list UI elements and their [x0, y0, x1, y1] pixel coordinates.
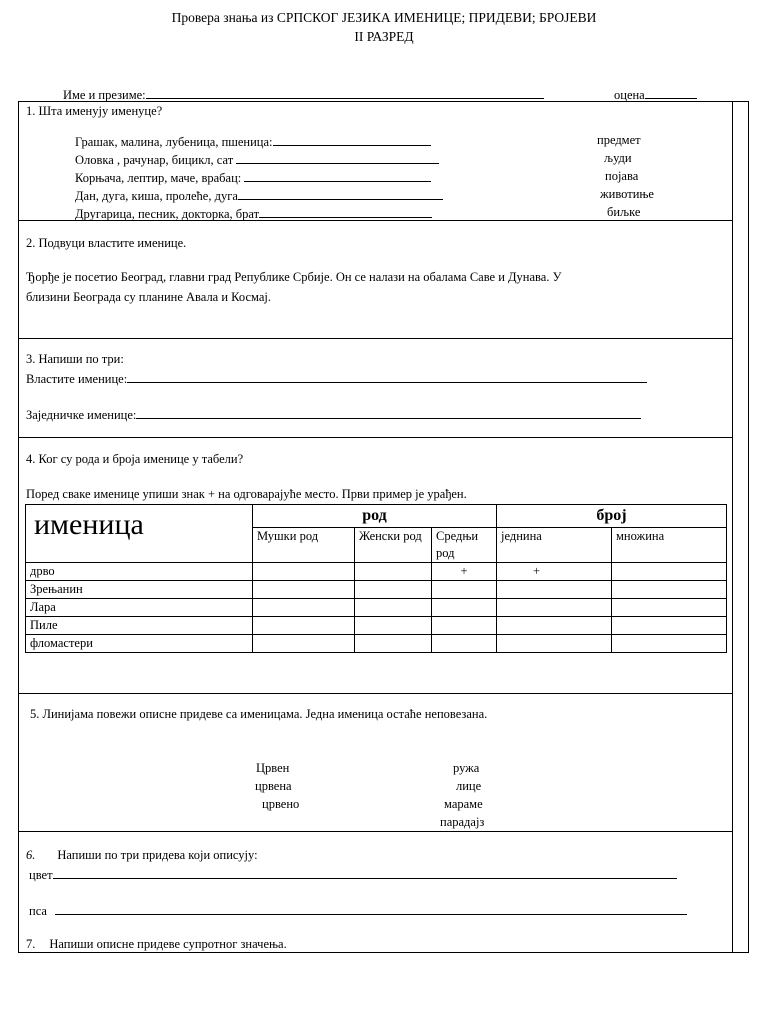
q1-category: животиње — [600, 187, 654, 201]
answer-cell[interactable] — [253, 599, 355, 617]
name-label: Име и презиме: — [63, 88, 146, 102]
answer-cell[interactable] — [432, 635, 497, 653]
q1-category: предмет — [597, 133, 641, 147]
table-row — [26, 563, 727, 581]
q5-adjective[interactable]: Црвен — [256, 761, 290, 775]
q1-item: Корњача, лептир, маче, врабац: — [75, 169, 431, 186]
answer-cell[interactable] — [355, 617, 432, 635]
q6-flower-row: цвет — [29, 866, 677, 883]
q3-heading: 3. Напиши по три: — [26, 352, 124, 366]
q1-answer-blank[interactable] — [259, 205, 432, 218]
answer-cell[interactable] — [497, 635, 612, 653]
q5-noun[interactable]: лице — [456, 779, 482, 793]
divider — [18, 437, 733, 438]
answer-cell[interactable] — [253, 617, 355, 635]
q7-number: 7. — [26, 937, 36, 951]
col-header-noun: именица — [26, 505, 253, 563]
row-noun: Пиле — [26, 617, 253, 635]
answer-cell[interactable] — [355, 635, 432, 653]
q6-dog-row: пса — [29, 902, 687, 919]
answer-cell[interactable] — [497, 581, 612, 599]
col-header-masculine: Мушки род — [253, 528, 355, 563]
noun-gender-number-table — [25, 504, 727, 653]
name-blank[interactable] — [146, 86, 544, 99]
q2-heading: 2. Подвуци властите именице. — [26, 236, 187, 250]
answer-cell[interactable] — [253, 563, 355, 581]
q5-adjective[interactable]: црвена — [255, 779, 292, 793]
q7-heading: 7. Напиши описне придеве супротног значења. — [26, 937, 287, 951]
answer-cell[interactable] — [612, 635, 727, 653]
worksheet-grade: II РАЗРЕД — [354, 29, 414, 44]
q1-category: појава — [605, 169, 639, 183]
q5-noun[interactable]: мараме — [444, 797, 483, 811]
divider — [18, 338, 733, 339]
divider — [18, 831, 733, 832]
grade-label: оцена — [614, 88, 645, 102]
q1-answer-blank[interactable] — [238, 187, 443, 200]
q4-heading: 4. Ког су рода и броја именице у табели? — [26, 452, 244, 466]
q1-category: људи — [604, 151, 632, 165]
answer-cell[interactable]: + — [497, 563, 612, 581]
group-header-gender: род — [253, 505, 497, 528]
row-noun: Зрењанин — [26, 581, 253, 599]
q1-item: Оловка , рачунар, бицикл, сат — [75, 151, 439, 168]
q3-proper-row: Властите именице: — [26, 370, 647, 387]
common-nouns-blank[interactable] — [136, 406, 641, 419]
col-header-plural: множина — [612, 528, 727, 563]
dog-adjectives-blank[interactable] — [55, 902, 687, 915]
margin-strip — [732, 101, 749, 953]
answer-cell[interactable] — [612, 563, 727, 581]
answer-cell[interactable] — [612, 599, 727, 617]
proper-nouns-blank[interactable] — [127, 370, 647, 383]
answer-cell[interactable] — [612, 617, 727, 635]
col-header-neuter: Средњи род — [432, 528, 497, 563]
q1-item: Грашак, малина, лубеница, пшеница: — [75, 133, 431, 150]
q2-text-line[interactable]: Ђорђе је посетио Београд, главни град Републике Србије. Он се налази на обалама Саве и Дунава. У — [26, 270, 562, 284]
table-row — [26, 581, 727, 599]
answer-cell[interactable] — [355, 599, 432, 617]
answer-cell[interactable] — [355, 581, 432, 599]
answer-cell[interactable] — [432, 581, 497, 599]
flower-adjectives-blank[interactable] — [53, 866, 677, 879]
q5-noun[interactable]: парадајз — [440, 815, 485, 829]
q3-common-row: Заједничке именице: — [26, 406, 641, 423]
answer-cell[interactable] — [432, 617, 497, 635]
q5-noun[interactable]: ружа — [453, 761, 480, 775]
q1-heading: 1. Шта именују именуце? — [26, 104, 163, 118]
answer-cell[interactable] — [612, 581, 727, 599]
q1-answer-blank[interactable] — [273, 133, 431, 146]
table-row — [26, 635, 727, 653]
q1-item: Другарица, песник, докторка, брат — [75, 205, 432, 222]
group-header-number: број — [497, 505, 727, 528]
grade-blank[interactable] — [645, 86, 697, 99]
answer-cell[interactable] — [497, 617, 612, 635]
row-noun: дрво — [26, 563, 253, 581]
answer-cell[interactable] — [432, 599, 497, 617]
answer-cell[interactable] — [253, 581, 355, 599]
q6-heading: 6. Напиши по три придева који описују: — [26, 848, 258, 862]
col-header-singular: једнина — [497, 528, 612, 563]
answer-cell[interactable] — [497, 599, 612, 617]
col-header-feminine: Женски род — [355, 528, 432, 563]
table-row — [26, 617, 727, 635]
row-noun: Лара — [26, 599, 253, 617]
q5-heading: 5. Линијама повежи описне придеве са именицама. Једна именица остаће неповезана. — [30, 707, 488, 721]
q1-answer-blank[interactable] — [244, 169, 431, 182]
answer-cell[interactable] — [355, 563, 432, 581]
row-noun: фломастери — [26, 635, 253, 653]
q2-text-line[interactable]: близини Београда су планине Авала и Космај. — [26, 290, 271, 304]
q1-answer-blank[interactable] — [236, 151, 439, 164]
q1-item: Дан, дуга, киша, пролеће, дуга — [75, 187, 443, 204]
table-row — [26, 599, 727, 617]
divider — [18, 693, 733, 694]
q6-number: 6. — [26, 848, 36, 862]
q1-category: биљке — [607, 205, 641, 219]
answer-cell[interactable] — [253, 635, 355, 653]
answer-cell[interactable]: + — [432, 563, 497, 581]
worksheet-title: Провера знања из СРПСКОГ ЈЕЗИКА ИМЕНИЦЕ; ПРИДЕВИ; БРОЈЕВИ — [171, 10, 597, 25]
q5-adjective[interactable]: црвено — [262, 797, 300, 811]
q4-instruction: Поред сваке именице упиши знак + на одговарајуће место. Први пример је урађен. — [26, 487, 467, 501]
